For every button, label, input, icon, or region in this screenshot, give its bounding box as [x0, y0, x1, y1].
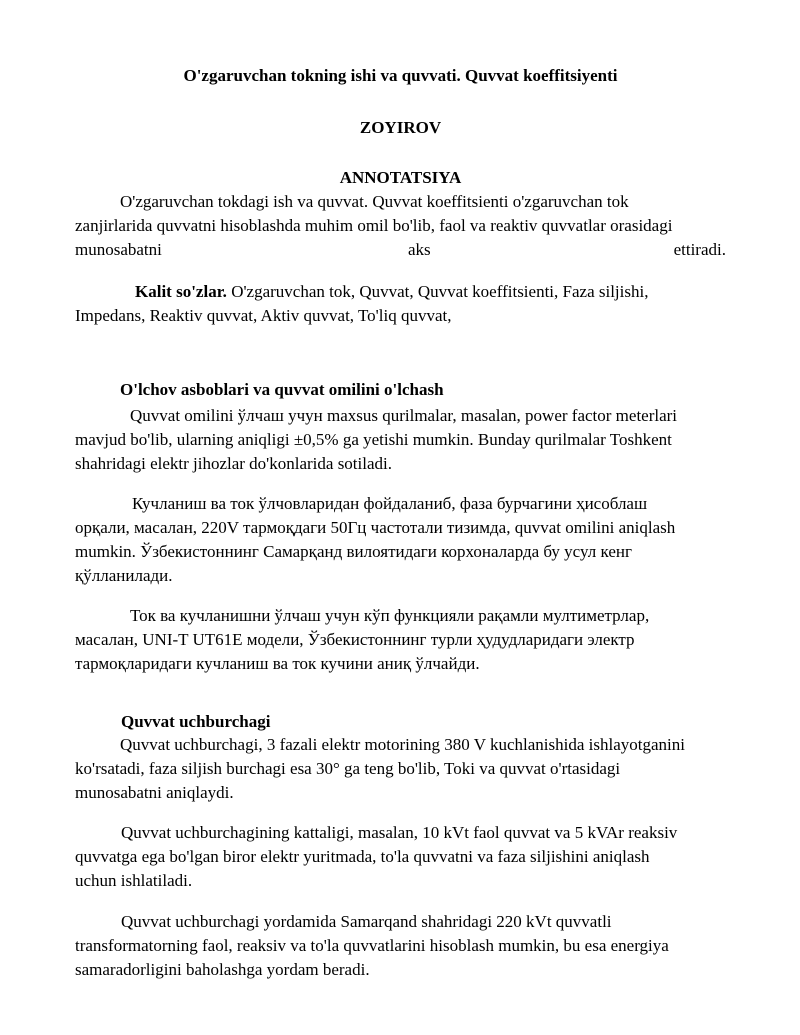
paragraph-line: mumkin. Ўзбекистоннинг Самарқанд вилоятидаги корхоналарда бу усул кенг — [75, 542, 632, 561]
paragraph-line: uchun ishlatiladi. — [75, 871, 193, 890]
annotation-word-aks: aks — [408, 240, 431, 259]
section-heading: Quvvat uchburchagi — [121, 712, 271, 731]
annotation-heading: ANNOTATSIYA — [339, 168, 462, 187]
paragraph-line: Quvvat uchburchagi, 3 fazali elektr motorining 380 V kuchlanishida ishlayotganini — [120, 735, 685, 754]
paragraph-line: ko'rsatadi, faza siljish burchagi esa 30° ga teng bo'lib, Toki va quvvat o'rtasidagi — [75, 759, 621, 778]
paragraph-line: орқали, масалан, 220V тармоқдаги 50Гц частотали тизимда, quvvat omilini aniqlash — [75, 518, 676, 537]
paragraph-line: Ток ва кучланишни ўлчаш учун кўп функцияли рақамли мултиметрлар, — [130, 606, 650, 625]
paragraph-line: Quvvat uchburchagining kattaligi, masalan, 10 kVt faol quvvat va 5 kVAr reaksiv — [121, 823, 678, 842]
annotation-line: zanjirlarida quvvatni hisoblashda muhim omil bo'lib, faol va reaktiv quvvatlar orasidagi — [75, 216, 673, 235]
paragraph-line: масалан, UNI-T UT61E модели, Ўзбекистоннинг турли ҳудудларидаги электр — [75, 630, 635, 649]
paragraph-line: Quvvat uchburchagi yordamida Samarqand shahridagi 220 kVt quvvatli — [121, 912, 612, 931]
keywords-label: Kalit so'zlar. — [135, 282, 227, 301]
keywords-line: Impedans, Reaktiv quvvat, Aktiv quvvat, To'liq quvvat, — [75, 306, 452, 325]
paragraph-line: samaradorligini baholashga yordam beradi. — [75, 960, 370, 979]
section-heading: O'lchov asboblari va quvvat omilini o'lchash — [120, 380, 444, 399]
paragraph-line: transformatorning faol, reaksiv va to'la quvvatlarini hisoblash mumkin, bu esa energiya — [75, 936, 669, 955]
keywords-line — [135, 280, 726, 304]
paragraph-line: Quvvat omilini ўлчаш учун maxsus qurilmalar, masalan, power factor meterlari — [130, 406, 678, 425]
paragraph-line: тармоқларидаги кучланиш ва ток кучини аниқ ўлчайди. — [75, 654, 480, 673]
keywords-list: O'zgaruvchan tok, Quvvat, Quvvat koeffitsienti, Faza siljishi, — [226, 282, 649, 301]
paragraph-line: shahridagi elektr jihozlar do'konlarida sotiladi. — [75, 454, 392, 473]
paragraph-line: mavjud bo'lib, ularning aniqligi ±0,5% ga yetishi mumkin. Bunday qurilmalar Toshkent — [75, 430, 672, 449]
annotation-word-munosabatni: munosabatni — [75, 240, 162, 259]
document-title: O'zgaruvchan tokning ishi va quvvati. Quvvat koeffitsiyenti — [183, 66, 618, 85]
author-name: ZOYIROV — [359, 118, 442, 137]
annotation-line: O'zgaruvchan tokdagi ish va quvvat. Quvvat koeffitsienti o'zgaruvchan tok — [120, 192, 629, 211]
annotation-word-ettiradi: ettiradi. — [673, 240, 726, 259]
paragraph-line: қўлланилади. — [75, 566, 173, 585]
paragraph-line: quvvatga ega bo'lgan biror elektr yuritmada, to'la quvvatni va faza siljishini aniqlash — [75, 847, 650, 866]
paragraph-line: munosabatni aniqlaydi. — [75, 783, 234, 802]
paragraph-line: Кучланиш ва ток ўлчовларидан фойдаланиб, фаза бурчагини ҳисоблаш — [132, 494, 648, 513]
